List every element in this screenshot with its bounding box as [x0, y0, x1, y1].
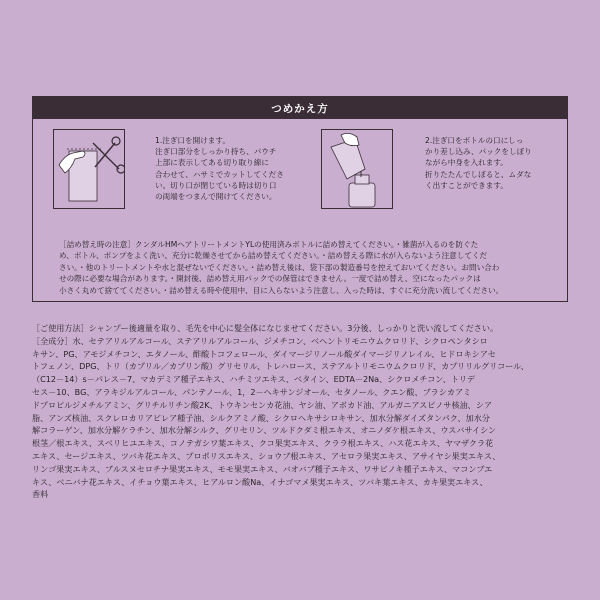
ingredients-line: セス－10、BG、アラキジルアルコール、パンテノール、1，2－ヘキサンジオール、セタノール、クエン酸、ブラシカアミ	[32, 386, 472, 397]
hand-scissors-cutting-pouch-icon	[53, 129, 125, 209]
note-line: ［詰め替え時の注意］クンダルHMヘアトリートメントYLの使用済みボトルに詰め替えてください。・雑菌が入るのを防ぐた	[59, 240, 479, 249]
step1-line: 1.注ぎ口を開けます。	[155, 136, 230, 145]
hand-pouring-pouch-into-bottle-icon	[321, 129, 393, 209]
ingredients-line: 解コラーゲン、加水分解ケラチン、加水分解シルク、グリセリン、ツルドクダミ根エキス、オニノダケ根エキス、ウスバサイシン	[32, 425, 497, 436]
usage-line: ［ご使用方法］シャンプー後適量を取り、毛先を中心に髪全体になじませてください。3分後、しっかりと洗い流してください。	[32, 323, 499, 333]
step1-text	[155, 135, 284, 202]
note-line: さい。・他のトリートメントや水と混ぜないでください。・詰め替え後は、袋下部の製造番号を控えておいてください。お問い合わ	[59, 262, 500, 272]
note-line: め、ボトル、ポンプをよく洗い、充分に乾燥させてから詰め替えてください。・詰め替える際に水が入らないよう注意してくだ	[59, 251, 488, 261]
ingredients-line: 脂、アンズ核油、スクレロカリアビレア種子油、シルクアミノ酸、シクロヘキサシロキサン、加水分解ダイズタンパク、加水分	[32, 412, 490, 423]
ingredients-line: 香料	[32, 489, 49, 500]
ingredients-line: キサン、PG、アモジメチコン、エタノール、酢酸トコフェロール、ダイマージリノール酸ダイマージリノレイル、ヒドロキシアセ	[32, 348, 496, 359]
ingredients-line: リンゴ果実エキス、ブルスヌセロチナ果実エキス、モモ果実エキス、バオバブ種子エキス、ワサビノキ種子エキス、マコンブエ	[32, 463, 493, 474]
ingredients-line: 根茎／根エキス、スベリヒユエキス、コノテガシワ葉エキス、クコ果実エキス、クララ根エキス、ハス花エキス、ヤマザクラ花	[32, 438, 494, 449]
step2-line: かり差し込み、パックをしぼり	[425, 147, 532, 157]
usage-and-ingredients	[32, 322, 572, 501]
ingredients-line: キス、ベニバナ花エキス、イチョウ葉エキス、ヒアルロン酸Na、イナゴマメ果実エキス、ツバキ葉エキス、カキ果実エキス、	[32, 476, 488, 487]
step2-line: く出すことができます。	[425, 180, 508, 190]
step1-line: い。切り口が閉じている時は切り口	[155, 180, 277, 190]
note-line: 小さく丸めて捨ててください。・詰め替える時や使用中、目に入らないよう注意し、入った時は、すぐに充分洗い流してください。	[59, 285, 504, 295]
ingredients-line: ドプロピルジメチルアミン、グリチルリチン酸2K、トウキンセンカ花油、ヤシ油、アボカド油、アルガニアスピノサ核油、シア	[32, 399, 492, 410]
ingredients-line: トフェノン、DPG、トリ（カプリル／カプリン酸）グリセリル、トレハロース、ステアルトリモニウムクロリド、カプリリルグリコール、	[32, 361, 529, 372]
ingredients-line: （C12－14）s－パレス－7、マカデミア種子エキス、ハチミツエキス、ベタイン、EDTA－2Na、シクロメチコン、トリデ	[32, 374, 475, 385]
step2-text	[425, 135, 532, 191]
ingredients-line: エキス、セージエキス、ツバキ花エキス、プロポリスエキス、ショウブ根エキス、アセロラ果実エキス、アサイヤシ果実エキス、	[32, 450, 501, 461]
step1-line: 合わせて、ハサミでカットしてくださ	[155, 169, 284, 179]
ingredients-line: ［全成分］水、セテアリルアルコール、ステアリルアルコール、ジメチコン、ベヘントリモニウムクロリド、シクロペンタシロ	[32, 335, 488, 346]
note-line: せの際に必要な場合があります。・開封後、詰め替え用パックでの保管はできません。一度で詰め替え、空になったパックは	[59, 274, 481, 284]
step2-line: 折りたたんでしぼると、ムダな	[425, 169, 532, 179]
step1-line: 上部に表示してある切り取り線に	[155, 158, 269, 168]
step2-line: ながら中身を入れます。	[425, 158, 508, 168]
step1-line: の両端をつまんで開けてください。	[155, 192, 277, 202]
refill-title: つめかえ方	[33, 97, 567, 119]
step1-line: 注ぎ口部分をしっかり持ち、パウチ	[155, 147, 277, 157]
refill-caution-note	[59, 239, 555, 296]
step2-line: 2.注ぎ口をボトルの口にしっ	[425, 136, 524, 145]
refill-instructions-box	[32, 96, 568, 302]
